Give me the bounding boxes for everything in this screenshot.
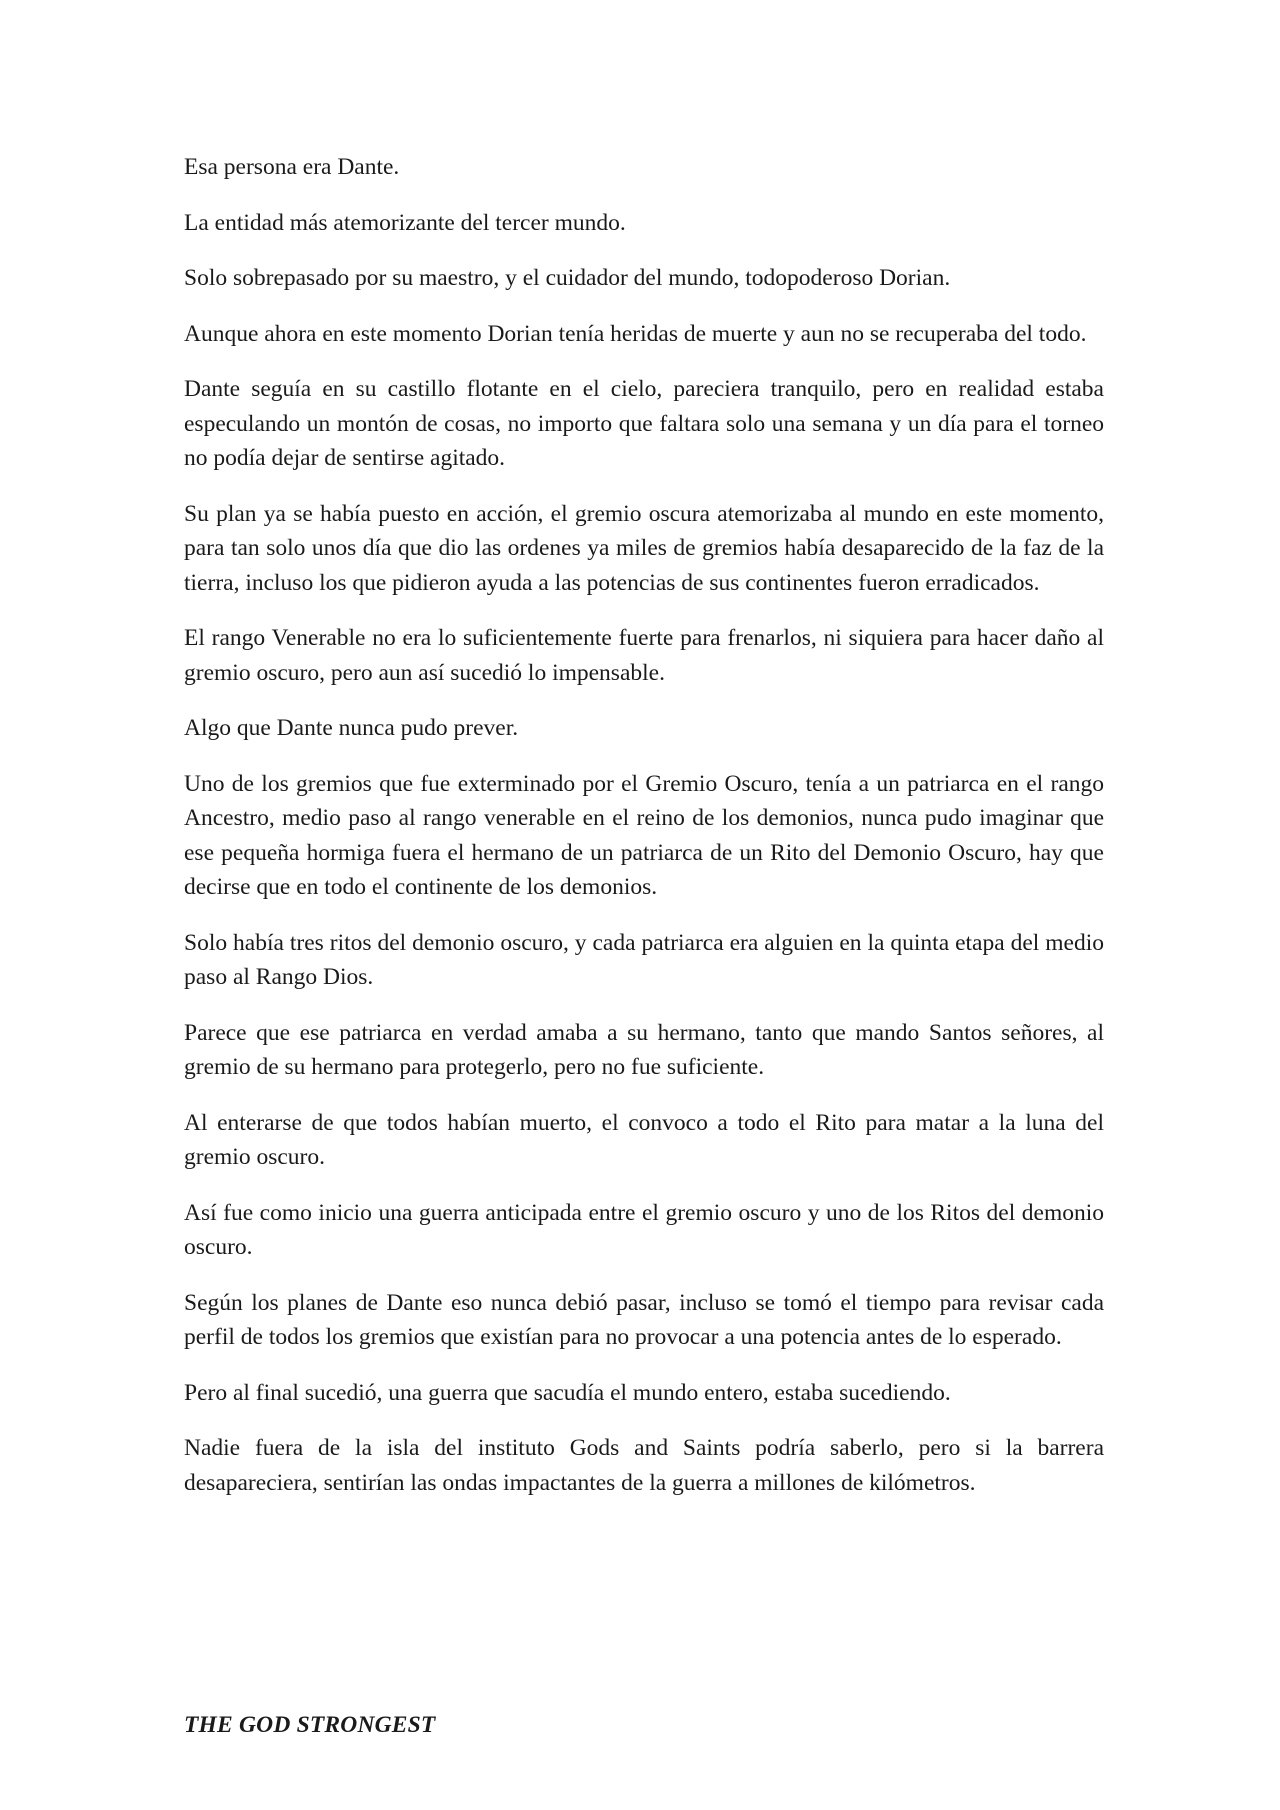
- paragraph-15: Pero al final sucedió, una guerra que sacudía el mundo entero, estaba sucediendo.: [184, 1379, 951, 1406]
- paragraph-14: Según los planes de Dante eso nunca debió pasar, incluso se tomó el tiempo para revisar cada perfil de todos los gremios que existían para no provocar a una potencia antes de lo esperado.: [184, 1289, 1104, 1350]
- paragraph-2: La entidad más atemorizante del tercer mundo.: [184, 209, 626, 236]
- paragraph-7: El rango Venerable no era lo suficientemente fuerte para frenarlos, ni siquiera para hacer daño al gremio oscuro, pero aun así sucedió lo impensable.: [184, 625, 1104, 686]
- paragraph-6: Su plan ya se había puesto en acción, el gremio oscura atemorizaba al mundo en este momento, para tan solo unos día que dio las ordenes ya miles de gremios había desaparecido de la faz de la tierra, incluso los que pidieron ayuda a las potencias de sus continentes fueron erradicados.: [184, 500, 1104, 596]
- paragraph-4: Aunque ahora en este momento Dorian tenía heridas de muerte y aun no se recuperaba del todo.: [184, 320, 1087, 347]
- paragraph-9: Uno de los gremios que fue exterminado por el Gremio Oscuro, tenía a un patriarca en el rango Ancestro, medio paso al rango venerable en el reino de los demonios, nunca pudo imaginar que ese pequeña hormiga fuera el hermano de un patriarca de un Rito del Demonio Oscuro, hay que decirse que en todo el continente de los demonios.: [184, 770, 1104, 900]
- paragraph-3: Solo sobrepasado por su maestro, y el cuidador del mundo, todopoderoso Dorian.: [184, 265, 951, 291]
- paragraph-13: Así fue como inicio una guerra anticipada entre el gremio oscuro y uno de los Ritos del demonio oscuro.: [184, 1199, 1104, 1260]
- paragraph-11: Parece que ese patriarca en verdad amaba a su hermano, tanto que mando Santos señores, al gremio de su hermano para protegerlo, pero no fue suficiente.: [184, 1019, 1104, 1080]
- paragraph-12: Al enterarse de que todos habían muerto, el convoco a todo el Rito para matar a la luna del gremio oscuro.: [184, 1109, 1104, 1170]
- paragraph-8: Algo que Dante nunca pudo prever.: [184, 715, 519, 741]
- paragraph-1: Esa persona era Dante.: [184, 154, 400, 180]
- page-footer: THE GOD STRONGEST: [184, 1712, 436, 1738]
- paragraph-5: Dante seguía en su castillo flotante en el cielo, pareciera tranquilo, pero en realidad estaba especulando un montón de cosas, no importo que faltara solo una semana y un día para el torneo no podía dejar de sentirse agitado.: [184, 376, 1104, 471]
- paragraph-16: Nadie fuera de la isla del instituto Gods and Saints podría saberlo, pero si la barrera desapareciera, sentirían las ondas impactantes de la guerra a millones de kilómetros.: [184, 1435, 1104, 1496]
- paragraph-10: Solo había tres ritos del demonio oscuro, y cada patriarca era alguien en la quinta etapa del medio paso al Rango Dios.: [184, 929, 1104, 990]
- body-text: [184, 150, 1104, 1521]
